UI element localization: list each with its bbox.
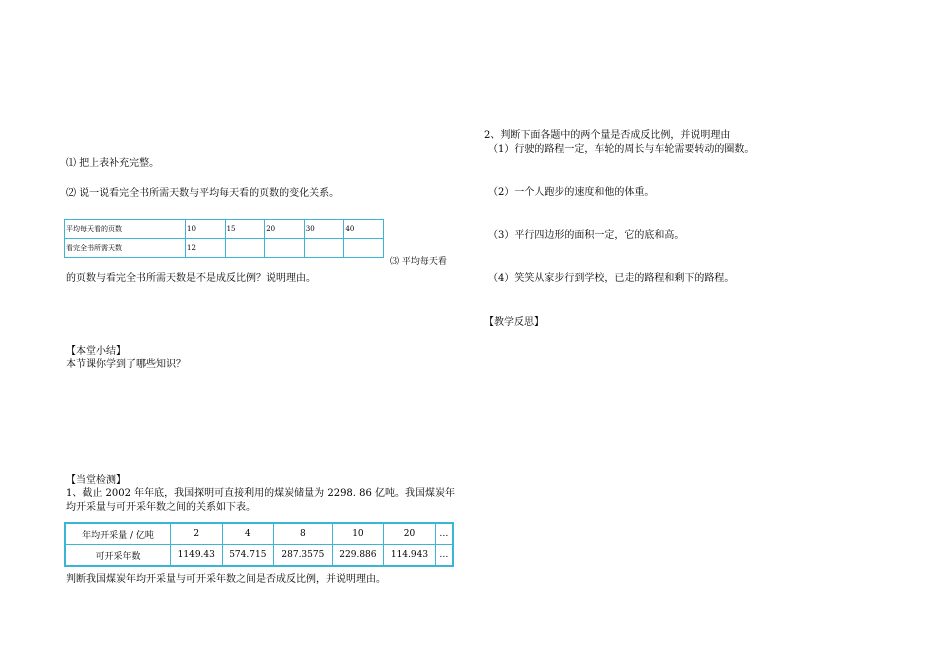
question-1-text: ⑴ 把上表补充完整。 [66, 158, 160, 169]
table-cell: 574.715 [222, 545, 274, 567]
table-cell: 30 [304, 220, 344, 239]
row-header: 平均每天看的页数 [65, 220, 186, 239]
judge-item-1: （1）行驶的路程一定，车轮的周长与车轮需要转动的圈数。 [488, 144, 755, 155]
row-header: 看完全书所需天数 [65, 239, 186, 258]
coal-mining-table [64, 522, 454, 567]
table-cell: 10 [332, 523, 384, 545]
question-3-text-part1: ⑶ 平均每天看 [390, 257, 447, 267]
table-row [65, 239, 384, 258]
judge-item-3: （3）平行四边形的面积一定，它的底和高。 [488, 230, 685, 241]
row-header: 年均开采量 / 亿吨 [65, 523, 171, 545]
table-row [65, 523, 453, 545]
check-text-line-2: 均开采量与可开采年数之间的关系如下表。 [66, 502, 256, 513]
table-cell: 10 [186, 220, 226, 239]
summary-text: 本节课你学到了哪些知识？ [66, 359, 186, 370]
judge-item-4: （4）笑笑从家步行到学校，已走的路程和剩下的路程。 [488, 273, 735, 284]
table-cell: 229.886 [332, 545, 384, 567]
question-2-text: ⑵ 说一说看完全书所需天数与平均每天看的页数的变化关系。 [66, 188, 340, 199]
question-3-text-part2: 的页数与看完全书所需天数是不是成反比例？说明理由。 [66, 273, 316, 284]
check-heading: 【当堂检测】 [66, 475, 126, 486]
check-text-line-1: 1、截止 2002 年年底，我国探明可直接利用的煤炭储量为 2298. 86 亿吨。我国煤炭年 [66, 488, 456, 499]
table-cell: … [435, 523, 453, 545]
table-row [65, 220, 384, 239]
table-cell: 15 [225, 220, 265, 239]
table-cell: 114.943 [384, 545, 436, 567]
table-cell: 20 [384, 523, 436, 545]
table-cell [304, 239, 344, 258]
table-cell: 8 [274, 523, 333, 545]
question-2-title: 2、判断下面各题中的两个量是否成反比例，并说明理由 [484, 130, 731, 141]
table-cell [344, 239, 384, 258]
pages-days-table [64, 219, 384, 258]
table-cell [265, 239, 305, 258]
table-cell: 2 [171, 523, 223, 545]
judge-item-2: （2）一个人跑步的速度和他的体重。 [488, 187, 655, 198]
table-cell: … [435, 545, 453, 567]
table-cell: 12 [186, 239, 226, 258]
table-cell: 1149.43 [171, 545, 223, 567]
summary-heading: 【本堂小结】 [66, 346, 126, 357]
table-cell: 287.3575 [274, 545, 333, 567]
table-cell: 4 [222, 523, 274, 545]
check-question: 判断我国煤炭年均开采量与可开采年数之间是否成反比例，并说明理由。 [66, 574, 386, 585]
row-header: 可开采年数 [65, 545, 171, 567]
reflection-heading: 【教学反思】 [484, 317, 544, 328]
table-cell [225, 239, 265, 258]
table-row [65, 545, 453, 567]
table-cell: 20 [265, 220, 305, 239]
table-cell: 40 [344, 220, 384, 239]
